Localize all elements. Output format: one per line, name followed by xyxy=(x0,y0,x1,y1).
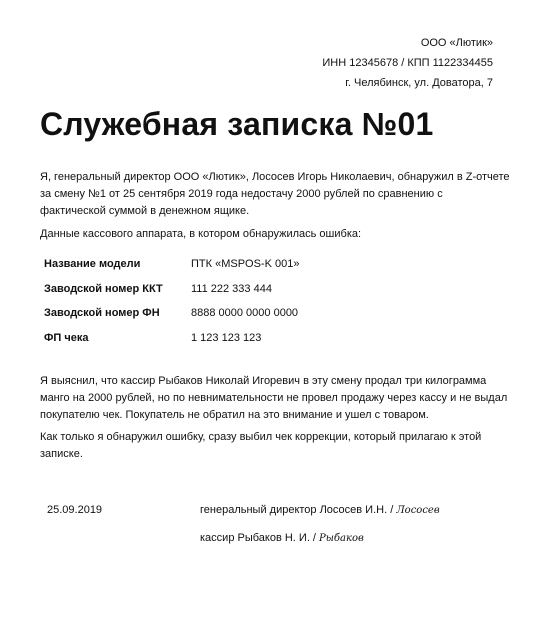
row-value: 111 222 333 444 xyxy=(191,282,272,295)
document-date: 25.09.2019 xyxy=(47,504,103,516)
document-title: Служебная записка №01 xyxy=(40,106,434,142)
table-row xyxy=(40,326,299,351)
device-data-table xyxy=(40,252,299,350)
row-value: 1 123 123 123 xyxy=(191,331,262,344)
cashier-signature: Рыбаков xyxy=(319,533,364,544)
table-row xyxy=(40,252,299,277)
row-label: Заводской номер ККТ xyxy=(44,282,163,295)
row-label: ФП чека xyxy=(44,331,89,344)
row-value: ПТК «MSPOS-K 001» xyxy=(191,258,300,271)
cashier-signature-line xyxy=(200,532,364,544)
explanation-paragraph: Я выяснил, что кассир Рыбаков Николай Игоревич в эту смену продал три килограмма манго на 2000 рублей, но по невнимательности не провел продажу через кассу и не выдал покупателю чек. Покупатель не обратил на это внимание и ушел с товаром. xyxy=(40,375,508,421)
row-value: 8888 0000 0000 0000 xyxy=(191,307,299,320)
company-requisites: ИНН 12345678 / КПП 1122334455 xyxy=(322,57,493,69)
cashier-title: кассир Рыбаков Н. И. / xyxy=(200,532,316,544)
intro-paragraph: Я, генеральный директор ООО «Лютик», Лососев Игорь Николаевич, обнаружил в Z-отчете за смену №1 от 25 сентября 2019 года недостачу 2000 рублей по сравнению с фактической суммой в денежном ящике. xyxy=(40,171,510,217)
device-intro-paragraph: Данные кассового аппарата, в котором обнаружилась ошибка: xyxy=(40,228,362,240)
row-label: Название модели xyxy=(44,258,141,271)
company-address: г. Челябинск, ул. Доватора, 7 xyxy=(345,77,493,89)
director-title: генеральный директор Лососев И.Н. / xyxy=(200,504,394,516)
director-signature: Лососев xyxy=(396,505,440,516)
table-row xyxy=(40,301,299,326)
correction-paragraph: Как только я обнаружил ошибку, сразу выбил чек коррекции, который прилагаю к этой записке. xyxy=(40,431,482,460)
table-row xyxy=(40,277,299,302)
director-signature-line xyxy=(200,504,440,516)
row-label: Заводской номер ФН xyxy=(44,307,160,320)
company-name: ООО «Лютик» xyxy=(420,37,493,49)
